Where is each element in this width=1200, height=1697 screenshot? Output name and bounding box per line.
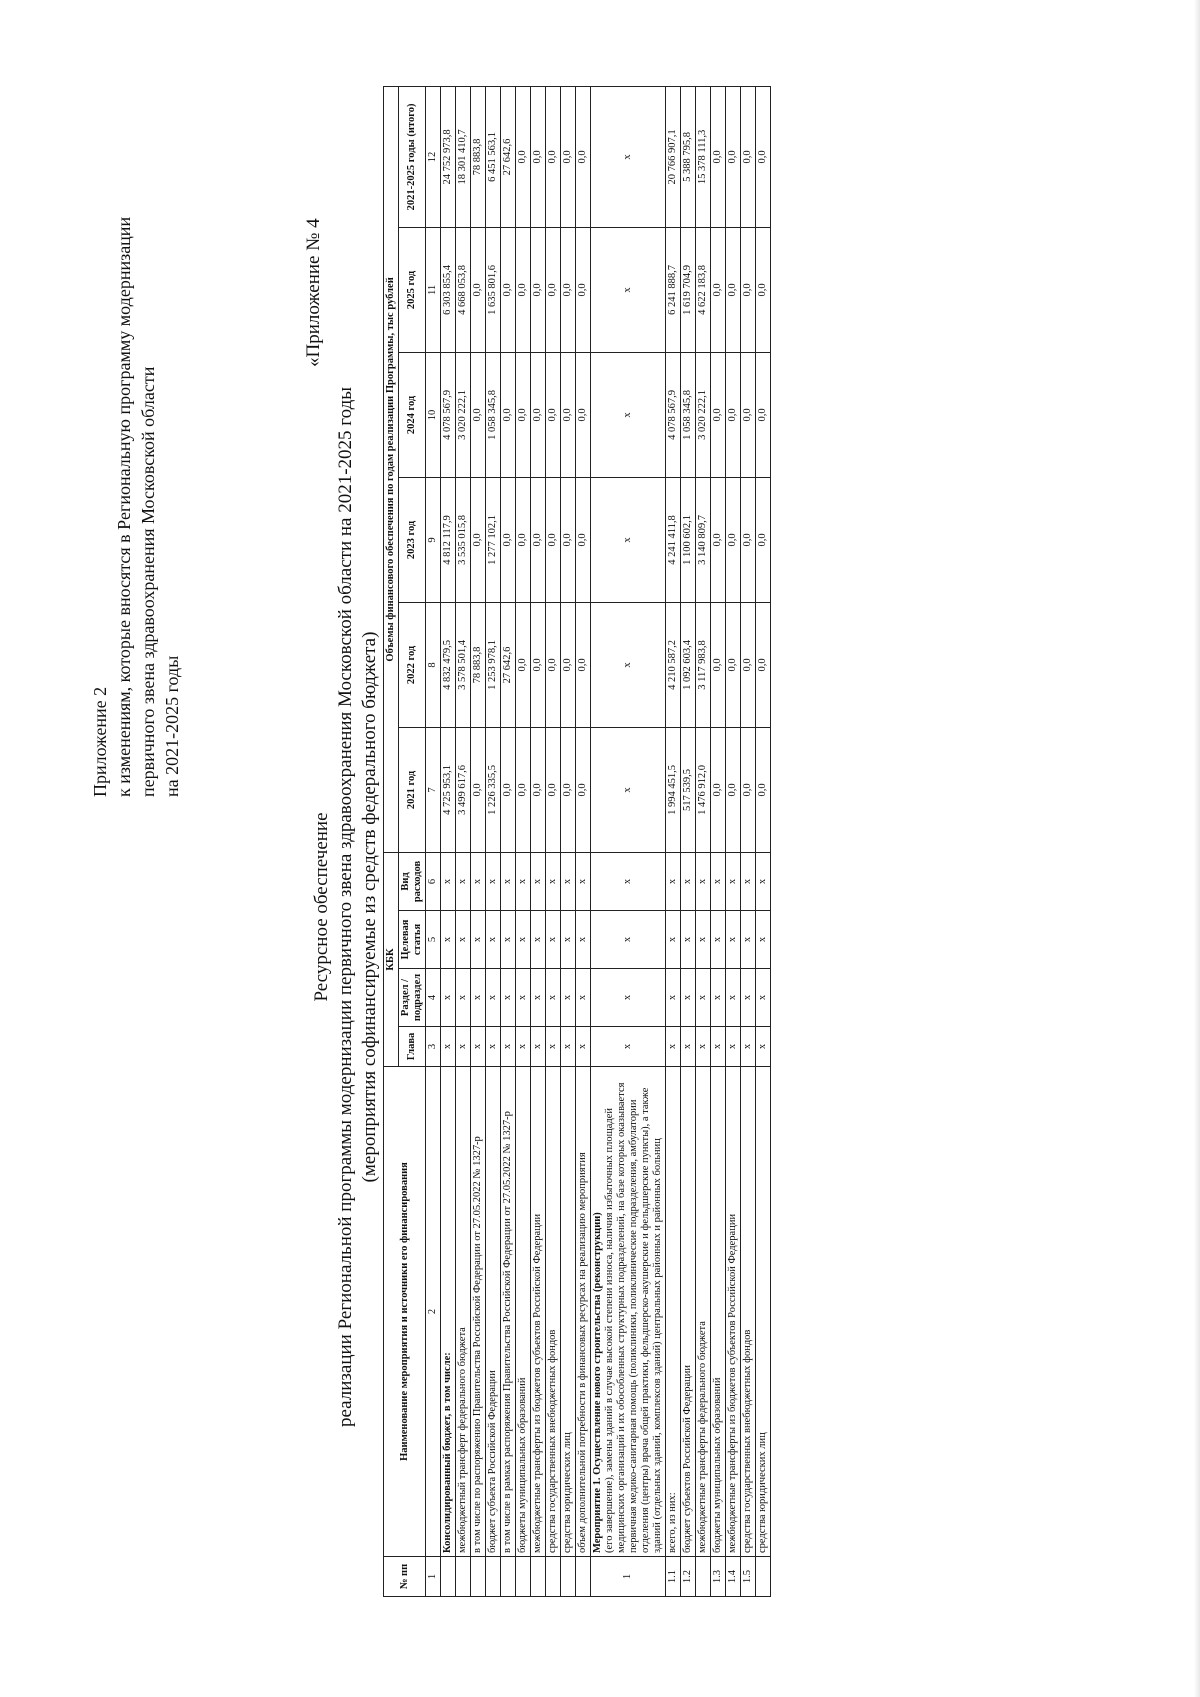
- kbk-cell: x: [696, 911, 711, 969]
- kbk-cell: x: [741, 969, 756, 1027]
- row-number: [471, 1557, 486, 1597]
- kbk-cell: x: [576, 911, 591, 969]
- table-row: [471, 86, 486, 1596]
- value-cell: x: [591, 227, 666, 352]
- value-cell: 0,0: [711, 477, 726, 602]
- column-number: 4: [426, 969, 441, 1027]
- measure-row: [591, 86, 666, 1596]
- row-name: в том числе в рамках распоряжения Правительства Российской Федерации от 27.05.2022 № 1327-р: [501, 1067, 516, 1557]
- value-cell: 0,0: [561, 86, 576, 227]
- value-cell: 1 635 801,6: [486, 227, 501, 352]
- kbk-cell: x: [591, 969, 666, 1027]
- row-name: межбюджетные трансферты федерального бюджета: [696, 1067, 711, 1557]
- value-cell: 27 642,6: [501, 86, 516, 227]
- row-number: 1.5: [741, 1557, 756, 1597]
- kbk-cell: x: [756, 969, 771, 1027]
- table-row: [441, 86, 456, 1596]
- value-cell: 3 499 617,6: [456, 727, 471, 852]
- value-cell: 18 301 410,7: [456, 86, 471, 227]
- value-cell: 0,0: [711, 602, 726, 727]
- header-volumes: Объемы финансового обеспечения по годам реализации Программы, тыс рублей: [384, 86, 399, 852]
- value-cell: 4 725 953,1: [441, 727, 456, 852]
- table-row: [531, 86, 546, 1596]
- row-number: [756, 1557, 771, 1597]
- header-kbk: КБК: [384, 852, 399, 1066]
- kbk-cell: x: [471, 852, 486, 910]
- value-cell: 0,0: [561, 727, 576, 852]
- value-cell: 1 092 603,4: [681, 602, 696, 727]
- value-cell: 24 752 973,8: [441, 86, 456, 227]
- value-cell: 4 078 567,9: [441, 352, 456, 477]
- kbk-cell: x: [561, 852, 576, 910]
- kbk-cell: x: [531, 911, 546, 969]
- title-line-1: Ресурсное обеспечение: [311, 812, 332, 1002]
- measure-number: 1: [591, 1557, 666, 1597]
- value-cell: 3 140 809,7: [696, 477, 711, 602]
- value-cell: 0,0: [546, 227, 561, 352]
- value-cell: 0,0: [756, 477, 771, 602]
- value-cell: 0,0: [516, 727, 531, 852]
- row-number: 1.4: [726, 1557, 741, 1597]
- value-cell: 0,0: [501, 727, 516, 852]
- value-cell: 4 812 117,9: [441, 477, 456, 602]
- row-number: 1.3: [711, 1557, 726, 1597]
- kbk-cell: x: [576, 1027, 591, 1067]
- value-cell: 3 020 222,1: [696, 352, 711, 477]
- value-cell: 0,0: [756, 727, 771, 852]
- row-name: средства юридических лиц: [756, 1067, 771, 1557]
- kbk-cell: x: [546, 969, 561, 1027]
- table-row: [456, 86, 471, 1596]
- value-cell: 0,0: [561, 352, 576, 477]
- value-cell: 0,0: [741, 86, 756, 227]
- kbk-cell: x: [576, 969, 591, 1027]
- row-number: [516, 1557, 531, 1597]
- value-cell: 1 619 704,9: [681, 227, 696, 352]
- column-number: 1: [426, 1557, 441, 1597]
- value-cell: 517 539,5: [681, 727, 696, 852]
- title-line-3: (мероприятия софинансируемые из средств федерального бюджета): [359, 631, 380, 1183]
- kbk-cell: x: [486, 852, 501, 910]
- value-cell: 0,0: [576, 477, 591, 602]
- kbk-cell: x: [591, 1027, 666, 1067]
- value-cell: 0,0: [471, 227, 486, 352]
- value-cell: 4 622 183,8: [696, 227, 711, 352]
- value-cell: 0,0: [546, 86, 561, 227]
- kbk-cell: x: [591, 852, 666, 910]
- row-name: средства государственных внебюджетных фондов: [741, 1067, 756, 1557]
- kbk-cell: x: [756, 1027, 771, 1067]
- row-name: межбюджетные трансферты из бюджетов субъектов Российской Федерации: [726, 1067, 741, 1557]
- header-glava: Глава: [399, 1027, 426, 1067]
- value-cell: 0,0: [726, 227, 741, 352]
- column-number: 5: [426, 911, 441, 969]
- header-razdel: Раздел / подраздел: [399, 969, 426, 1027]
- header-2021: 2021 год: [399, 727, 426, 852]
- column-number: 6: [426, 852, 441, 910]
- kbk-cell: x: [501, 969, 516, 1027]
- value-cell: 6 241 888,7: [666, 227, 681, 352]
- appendix-line-3: первичного звена здравоохранения Московской области: [138, 366, 158, 797]
- kbk-cell: x: [486, 1027, 501, 1067]
- table-row: [576, 86, 591, 1596]
- value-cell: 0,0: [546, 727, 561, 852]
- value-cell: 0,0: [741, 602, 756, 727]
- table-body: [441, 86, 771, 1596]
- value-cell: 0,0: [756, 227, 771, 352]
- kbk-cell: x: [471, 911, 486, 969]
- document-title: [310, 347, 382, 1467]
- kbk-cell: x: [546, 852, 561, 910]
- value-cell: 0,0: [741, 727, 756, 852]
- column-number: 11: [426, 227, 441, 352]
- row-name: бюджеты муниципальных образований: [516, 1067, 531, 1557]
- row-number: [531, 1557, 546, 1597]
- value-cell: 1 100 602,1: [681, 477, 696, 602]
- kbk-cell: x: [441, 911, 456, 969]
- value-cell: 0,0: [576, 86, 591, 227]
- value-cell: 0,0: [471, 727, 486, 852]
- kbk-cell: x: [501, 1027, 516, 1067]
- row-number: [561, 1557, 576, 1597]
- value-cell: 0,0: [576, 727, 591, 852]
- value-cell: 4 078 567,9: [666, 352, 681, 477]
- value-cell: 27 642,6: [501, 602, 516, 727]
- value-cell: 78 883,8: [471, 86, 486, 227]
- column-number-row: [426, 86, 441, 1596]
- kbk-cell: x: [561, 969, 576, 1027]
- table-row: [681, 86, 696, 1596]
- value-cell: 1 058 345,8: [486, 352, 501, 477]
- scan-edge-shadow: [1194, 0, 1200, 1697]
- kbk-cell: x: [561, 1027, 576, 1067]
- value-cell: 0,0: [576, 602, 591, 727]
- column-number: 3: [426, 1027, 441, 1067]
- kbk-cell: x: [456, 969, 471, 1027]
- kbk-cell: x: [681, 852, 696, 910]
- kbk-cell: x: [666, 852, 681, 910]
- row-name: средства государственных внебюджетных фондов: [546, 1067, 561, 1557]
- kbk-cell: x: [726, 852, 741, 910]
- value-cell: 0,0: [516, 227, 531, 352]
- row-name: Консолидированный бюджет, в том числе:: [441, 1067, 456, 1557]
- value-cell: x: [591, 86, 666, 227]
- kbk-cell: x: [471, 1027, 486, 1067]
- value-cell: 0,0: [546, 477, 561, 602]
- value-cell: 0,0: [531, 227, 546, 352]
- column-number: 12: [426, 86, 441, 227]
- value-cell: 1 226 335,5: [486, 727, 501, 852]
- value-cell: 1 058 345,8: [681, 352, 696, 477]
- row-number: [576, 1557, 591, 1597]
- value-cell: 0,0: [576, 227, 591, 352]
- column-number: 2: [426, 1067, 441, 1557]
- kbk-cell: x: [726, 969, 741, 1027]
- value-cell: 0,0: [756, 86, 771, 227]
- table-header: [384, 86, 441, 1596]
- row-number: [486, 1557, 501, 1597]
- kbk-cell: x: [486, 911, 501, 969]
- measure-description: [591, 1067, 666, 1557]
- value-cell: 1 476 912,0: [696, 727, 711, 852]
- kbk-cell: x: [711, 911, 726, 969]
- kbk-cell: x: [696, 1027, 711, 1067]
- value-cell: 3 020 222,1: [456, 352, 471, 477]
- header-total: 2021-2025 годы (итого): [399, 86, 426, 227]
- value-cell: 3 535 015,8: [456, 477, 471, 602]
- kbk-cell: x: [696, 852, 711, 910]
- kbk-cell: x: [741, 911, 756, 969]
- value-cell: 0,0: [531, 602, 546, 727]
- table-row: [756, 86, 771, 1596]
- value-cell: 5 388 795,8: [681, 86, 696, 227]
- value-cell: 0,0: [711, 86, 726, 227]
- kbk-cell: x: [546, 911, 561, 969]
- row-name: бюджет субъекта Российской Федерации: [486, 1067, 501, 1557]
- table-row: [711, 86, 726, 1596]
- value-cell: 0,0: [516, 477, 531, 602]
- header-name: Наименование мероприятия и источники его финансирования: [384, 1067, 426, 1557]
- value-cell: 0,0: [516, 86, 531, 227]
- row-name: бюджет субъектов Российской Федерации: [681, 1067, 696, 1557]
- column-number: 9: [426, 477, 441, 602]
- kbk-cell: x: [471, 969, 486, 1027]
- annex-number: «Приложение № 4: [303, 218, 324, 367]
- column-number: 8: [426, 602, 441, 727]
- table-row: [501, 86, 516, 1596]
- header-vid: Вид расходов: [399, 852, 426, 910]
- kbk-cell: x: [741, 852, 756, 910]
- appendix-line-2: к изменениям, которые вносятся в Региональную программу модернизации: [114, 216, 134, 797]
- value-cell: 0,0: [516, 352, 531, 477]
- value-cell: 0,0: [561, 477, 576, 602]
- value-cell: 0,0: [531, 727, 546, 852]
- value-cell: 0,0: [576, 352, 591, 477]
- kbk-cell: x: [456, 852, 471, 910]
- value-cell: 0,0: [711, 352, 726, 477]
- value-cell: 78 883,8: [471, 602, 486, 727]
- value-cell: 0,0: [756, 352, 771, 477]
- header-num: № пп: [384, 1557, 426, 1597]
- value-cell: x: [591, 602, 666, 727]
- kbk-cell: x: [681, 1027, 696, 1067]
- value-cell: 0,0: [561, 227, 576, 352]
- row-number: [696, 1557, 711, 1597]
- value-cell: 0,0: [726, 727, 741, 852]
- value-cell: 0,0: [516, 602, 531, 727]
- kbk-cell: x: [711, 852, 726, 910]
- table-row: [486, 86, 501, 1596]
- kbk-cell: x: [441, 852, 456, 910]
- appendix-header: [88, 217, 184, 797]
- kbk-cell: x: [681, 911, 696, 969]
- row-name: бюджеты муниципальных образований: [711, 1067, 726, 1557]
- table-row: [546, 86, 561, 1596]
- value-cell: 3 578 501,4: [456, 602, 471, 727]
- kbk-cell: x: [531, 1027, 546, 1067]
- table-row: [741, 86, 756, 1596]
- value-cell: 1 994 451,5: [666, 727, 681, 852]
- kbk-cell: x: [666, 911, 681, 969]
- value-cell: 4 832 479,5: [441, 602, 456, 727]
- row-name: межбюджетные трансферты из бюджетов субъектов Российской Федерации: [531, 1067, 546, 1557]
- value-cell: 6 451 563,1: [486, 86, 501, 227]
- value-cell: 0,0: [711, 227, 726, 352]
- header-2023: 2023 год: [399, 477, 426, 602]
- row-name: объем дополнительной потребности в финансовых ресурсах на реализацию мероприятия: [576, 1067, 591, 1557]
- kbk-cell: x: [531, 852, 546, 910]
- value-cell: 0,0: [741, 352, 756, 477]
- resource-table: [383, 86, 771, 1597]
- kbk-cell: x: [441, 1027, 456, 1067]
- table-row: [516, 86, 531, 1596]
- value-cell: x: [591, 477, 666, 602]
- kbk-cell: x: [516, 911, 531, 969]
- row-number: [456, 1557, 471, 1597]
- kbk-cell: x: [546, 1027, 561, 1067]
- kbk-cell: x: [711, 969, 726, 1027]
- kbk-cell: x: [516, 1027, 531, 1067]
- kbk-cell: x: [756, 911, 771, 969]
- value-cell: 3 117 983,8: [696, 602, 711, 727]
- measure-title: Мероприятие 1. Осуществление нового строительства (реконструкции): [592, 1212, 603, 1553]
- value-cell: 0,0: [531, 352, 546, 477]
- kbk-cell: x: [666, 1027, 681, 1067]
- value-cell: 0,0: [546, 352, 561, 477]
- value-cell: 0,0: [726, 352, 741, 477]
- column-number: 7: [426, 727, 441, 852]
- value-cell: 0,0: [546, 602, 561, 727]
- kbk-cell: x: [741, 1027, 756, 1067]
- kbk-cell: x: [726, 911, 741, 969]
- kbk-cell: x: [456, 911, 471, 969]
- kbk-cell: x: [711, 1027, 726, 1067]
- value-cell: 0,0: [501, 477, 516, 602]
- header-2022: 2022 год: [399, 602, 426, 727]
- value-cell: x: [591, 727, 666, 852]
- value-cell: 0,0: [531, 477, 546, 602]
- table-row: [696, 86, 711, 1596]
- value-cell: 0,0: [756, 602, 771, 727]
- kbk-cell: x: [486, 969, 501, 1027]
- header-2025: 2025 год: [399, 227, 426, 352]
- row-name: межбюджетный трансферт федерального бюджета: [456, 1067, 471, 1557]
- table-row: [666, 86, 681, 1596]
- kbk-cell: x: [591, 911, 666, 969]
- value-cell: 0,0: [471, 352, 486, 477]
- kbk-cell: x: [666, 969, 681, 1027]
- value-cell: 0,0: [726, 86, 741, 227]
- column-number: 10: [426, 352, 441, 477]
- kbk-cell: x: [726, 1027, 741, 1067]
- title-line-2: реализации Региональной программы модернизации первичного звена здравоохранения Московской области на 2021-2025 годы: [335, 386, 356, 1428]
- value-cell: 0,0: [741, 227, 756, 352]
- appendix-line-1: Приложение 2: [90, 686, 110, 797]
- value-cell: 0,0: [711, 727, 726, 852]
- measure-text: (его завершение), замены зданий в случае высокой степени износа, наличия избыточных площадей медицинских организаций и их обособленных структурных подразделений, на базе которых оказывается первичная медико-санитарная помощь (поликлиники, поликлинические подразделения, амбулатории отделения (центры) врача общей практики, фельдшерско-акушерские и фельдшерские пункты), а также зданий (отдельных зданий, комплексов зданий) центральных районных и районных больниц: [604, 1082, 663, 1553]
- value-cell: x: [591, 352, 666, 477]
- kbk-cell: x: [501, 852, 516, 910]
- row-number: 1.2: [681, 1557, 696, 1597]
- kbk-cell: x: [681, 969, 696, 1027]
- table-row: [726, 86, 741, 1596]
- header-statya: Целевая статья: [399, 911, 426, 969]
- row-number: [546, 1557, 561, 1597]
- kbk-cell: x: [516, 852, 531, 910]
- kbk-cell: x: [501, 911, 516, 969]
- value-cell: 0,0: [726, 477, 741, 602]
- row-number: [441, 1557, 456, 1597]
- appendix-line-4: на 2021-2025 годы: [162, 655, 182, 797]
- kbk-cell: x: [576, 852, 591, 910]
- value-cell: 6 303 855,4: [441, 227, 456, 352]
- value-cell: 0,0: [741, 477, 756, 602]
- kbk-cell: x: [756, 852, 771, 910]
- value-cell: 0,0: [471, 477, 486, 602]
- value-cell: 1 277 102,1: [486, 477, 501, 602]
- value-cell: 0,0: [501, 227, 516, 352]
- kbk-cell: x: [441, 969, 456, 1027]
- value-cell: 15 378 111,3: [696, 86, 711, 227]
- row-number: 1.1: [666, 1557, 681, 1597]
- table-row: [561, 86, 576, 1596]
- value-cell: 4 210 587,2: [666, 602, 681, 727]
- header-2024: 2024 год: [399, 352, 426, 477]
- row-name: средства юридических лиц: [561, 1067, 576, 1557]
- kbk-cell: x: [456, 1027, 471, 1067]
- value-cell: 0,0: [561, 602, 576, 727]
- value-cell: 4 241 411,8: [666, 477, 681, 602]
- row-number: [501, 1557, 516, 1597]
- kbk-cell: x: [516, 969, 531, 1027]
- value-cell: 0,0: [531, 86, 546, 227]
- value-cell: 1 253 978,1: [486, 602, 501, 727]
- kbk-cell: x: [531, 969, 546, 1027]
- value-cell: 20 766 907,1: [666, 86, 681, 227]
- row-name: всего, из них:: [666, 1067, 681, 1557]
- value-cell: 4 668 053,8: [456, 227, 471, 352]
- row-name: в том числе по распоряжению Правительства Российской Федерации от 27.05.2022 № 1327-р: [471, 1067, 486, 1557]
- kbk-cell: x: [696, 969, 711, 1027]
- value-cell: 0,0: [726, 602, 741, 727]
- kbk-cell: x: [561, 911, 576, 969]
- value-cell: 0,0: [501, 352, 516, 477]
